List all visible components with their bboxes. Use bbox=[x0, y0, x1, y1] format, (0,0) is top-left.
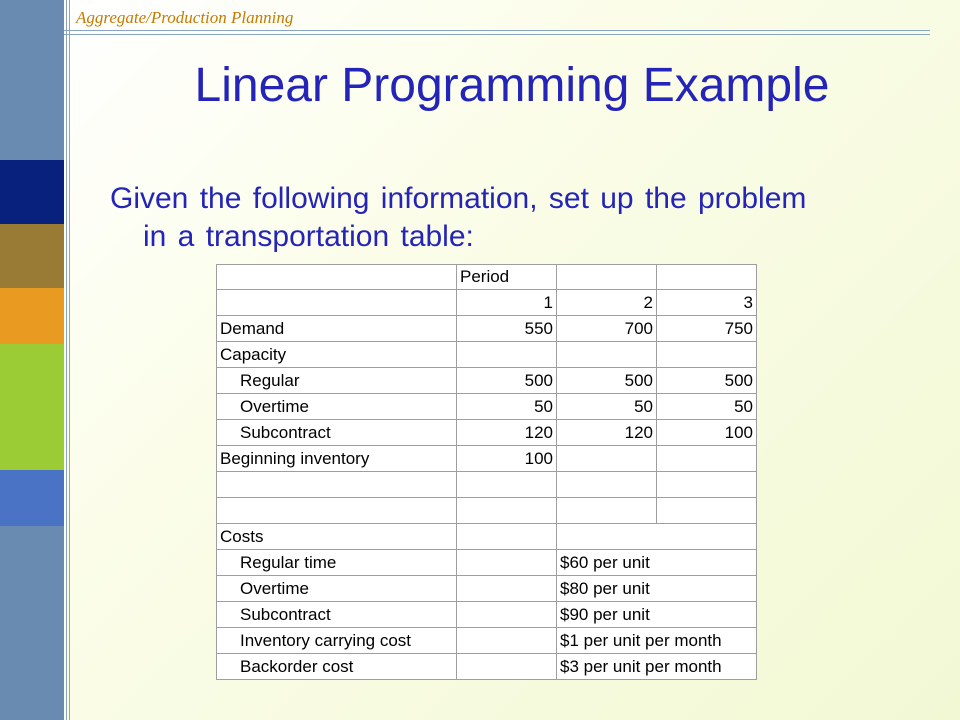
table-row bbox=[217, 368, 757, 394]
cost-value: $80 per unit bbox=[557, 576, 757, 602]
table-row bbox=[217, 524, 757, 550]
table-cell: 50 bbox=[557, 394, 657, 420]
table-row bbox=[217, 602, 757, 628]
table-row bbox=[217, 394, 757, 420]
slide-body-text bbox=[110, 180, 960, 256]
cost-value: $90 per unit bbox=[557, 602, 757, 628]
table-cell: 700 bbox=[557, 316, 657, 342]
table-row bbox=[217, 472, 757, 498]
cost-value: $3 per unit per month bbox=[557, 654, 757, 680]
table-row bbox=[217, 550, 757, 576]
divider-horizontal bbox=[64, 30, 930, 31]
cost-value: $60 per unit bbox=[557, 550, 757, 576]
sidebar-block-navy bbox=[0, 160, 64, 224]
sidebar-block-blue bbox=[0, 470, 64, 526]
table-cell: 50 bbox=[457, 394, 557, 420]
table-row bbox=[217, 342, 757, 368]
table-cell: 120 bbox=[557, 420, 657, 446]
row-label: Regular time bbox=[217, 550, 457, 576]
table-cell: 500 bbox=[657, 368, 757, 394]
slide-title: Linear Programming Example bbox=[194, 59, 830, 112]
table-cell: 100 bbox=[457, 446, 557, 472]
period-number: 1 bbox=[457, 290, 557, 316]
table-row bbox=[217, 420, 757, 446]
table-row bbox=[217, 290, 757, 316]
table-row bbox=[217, 498, 757, 524]
row-label: Subcontract bbox=[217, 602, 457, 628]
row-label: Backorder cost bbox=[217, 654, 457, 680]
row-label: Regular bbox=[217, 368, 457, 394]
row-label: Subcontract bbox=[217, 420, 457, 446]
table-row bbox=[217, 654, 757, 680]
period-number: 3 bbox=[657, 290, 757, 316]
divider-horizontal bbox=[64, 34, 930, 35]
row-label: Demand bbox=[217, 316, 457, 342]
period-number: 2 bbox=[557, 290, 657, 316]
row-label: Beginning inventory bbox=[217, 446, 457, 472]
row-label: Costs bbox=[217, 524, 457, 550]
section-header: Aggregate/Production Planning bbox=[76, 8, 294, 27]
table-row bbox=[217, 316, 757, 342]
cost-value: $1 per unit per month bbox=[557, 628, 757, 654]
row-label: Overtime bbox=[217, 394, 457, 420]
sidebar-block-olive bbox=[0, 224, 64, 288]
table-cell: 500 bbox=[557, 368, 657, 394]
body-line-1: Given the following information, set up the problem bbox=[110, 182, 807, 215]
row-label: Capacity bbox=[217, 342, 457, 368]
sidebar-block-orange bbox=[0, 288, 64, 344]
sidebar-block-green bbox=[0, 344, 64, 470]
spreadsheet-table bbox=[216, 264, 757, 680]
table-cell: 500 bbox=[457, 368, 557, 394]
table-cell: 50 bbox=[657, 394, 757, 420]
period-header: Period bbox=[457, 265, 557, 290]
table-row bbox=[217, 446, 757, 472]
row-label: Overtime bbox=[217, 576, 457, 602]
table-cell: 550 bbox=[457, 316, 557, 342]
table-cell: 100 bbox=[657, 420, 757, 446]
row-label: Inventory carrying cost bbox=[217, 628, 457, 654]
table-cell: 120 bbox=[457, 420, 557, 446]
table-cell: 750 bbox=[657, 316, 757, 342]
body-line-2: in a transportation table: bbox=[143, 220, 474, 253]
table-row bbox=[217, 576, 757, 602]
table-row bbox=[217, 265, 757, 290]
table-row bbox=[217, 628, 757, 654]
